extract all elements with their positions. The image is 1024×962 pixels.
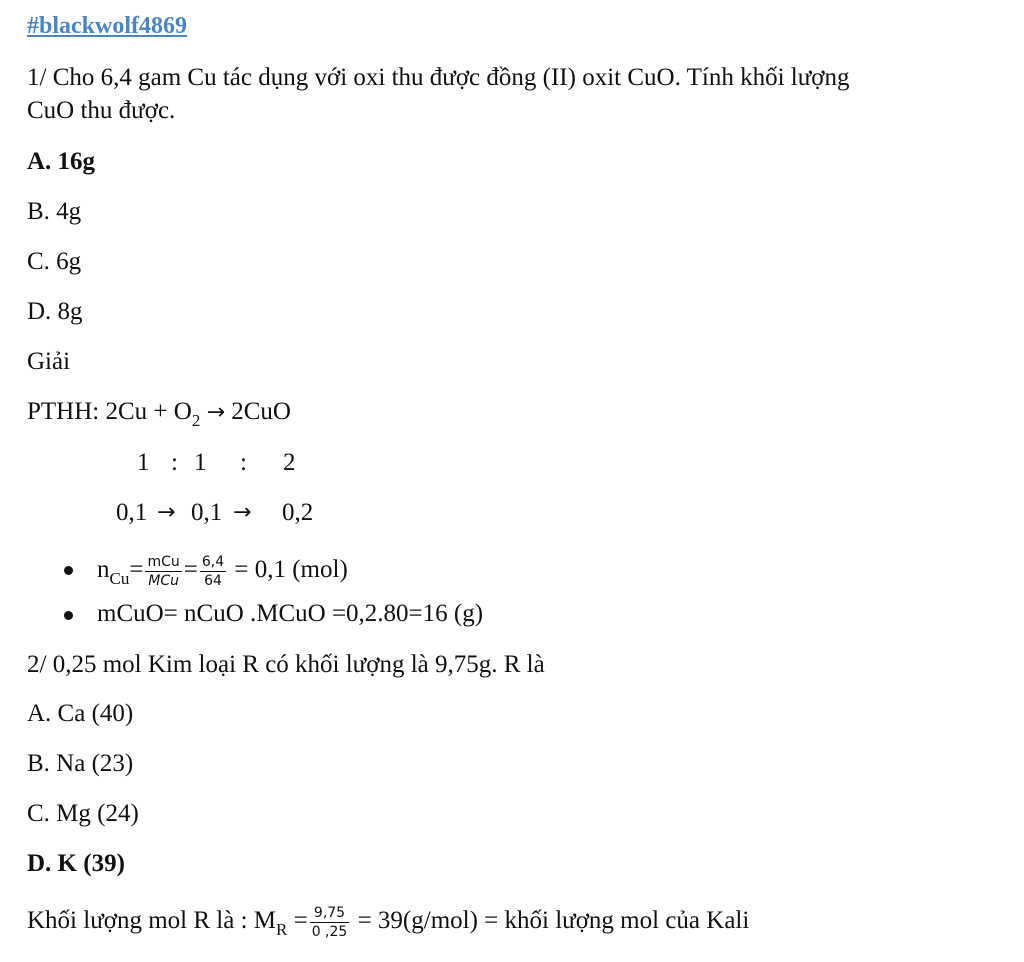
question-2-text: 2/ 0,25 mol Kim loại R có khối lượng là 9,75g. R là <box>27 651 545 678</box>
fraction-denominator: MCu <box>148 573 179 589</box>
equation-product: 2CuO <box>231 398 291 425</box>
q2-option-d: D. K (39) <box>27 850 125 877</box>
q2-option-b: B. Na (23) <box>27 750 134 777</box>
hashtag-link[interactable]: #blackwolf4869 <box>27 13 188 39</box>
equals-sign: = <box>129 556 144 584</box>
bullet-item-mass-calc: mCuO= nCuO .MCuO =0,2.80=16 (g) <box>97 600 484 627</box>
equals-sign: = <box>293 907 308 935</box>
fraction-values <box>200 553 226 590</box>
o2-subscript: 2 <box>191 411 201 430</box>
ratio-sep-1: : <box>171 449 178 476</box>
q1-option-b: B. 4g <box>27 198 82 225</box>
ratio-sep-2: : <box>240 449 247 476</box>
mol-o2: 0,1 <box>191 499 223 526</box>
fraction-denominator: 64 <box>204 573 222 589</box>
mol-arrow-1-icon: → <box>157 500 176 525</box>
n-subscript: Cu <box>109 569 130 589</box>
equals-sign: = <box>183 556 198 584</box>
q1-option-a: A. 16g <box>27 148 96 175</box>
q2-option-c: C. Mg (24) <box>27 800 139 827</box>
bullet-dot <box>64 566 73 575</box>
fraction-mass-over-moles <box>310 904 350 941</box>
m-subscript: R <box>276 920 288 940</box>
ratio-cu: 1 <box>137 449 150 476</box>
bullet-item-mole-calc <box>97 553 348 590</box>
n-symbol: n <box>97 556 110 584</box>
q1-option-c: C. 6g <box>27 248 82 275</box>
mole-result: = 0,1 (mol) <box>234 556 348 584</box>
mol-cu: 0,1 <box>116 499 148 526</box>
q2-answer-line <box>27 904 749 941</box>
question-1-text-line-1: 1/ Cho 6,4 gam Cu tác dụng với oxi thu được đồng (II) oxit CuO. Tính khối lượng <box>27 64 850 91</box>
answer-result: = 39(g/mol) = khối lượng mol của Kali <box>357 907 750 935</box>
fraction-mass-over-molar <box>145 553 181 590</box>
bullet-dot <box>64 611 73 620</box>
equation-reactants: PTHH: 2Cu + O <box>27 398 192 425</box>
q2-option-a: A. Ca (40) <box>27 700 134 727</box>
reaction-arrow-icon: → <box>206 400 225 425</box>
mol-arrow-2-icon: → <box>233 500 252 525</box>
question-1-text-line-2: CuO thu được. <box>27 97 176 124</box>
fraction-numerator: 9,75 <box>310 904 350 923</box>
answer-prefix: Khối lượng mol R là : M <box>27 907 276 935</box>
mol-cuo: 0,2 <box>282 499 314 526</box>
ratio-cuo: 2 <box>283 449 296 476</box>
ratio-o2: 1 <box>194 449 207 476</box>
fraction-denominator: 0 ,25 <box>311 924 348 940</box>
fraction-numerator: 6,4 <box>201 554 225 570</box>
chemical-equation <box>27 396 291 430</box>
fraction-numerator: mCu <box>147 554 180 570</box>
solution-label: Giải <box>27 348 71 375</box>
q1-option-d: D. 8g <box>27 298 83 325</box>
